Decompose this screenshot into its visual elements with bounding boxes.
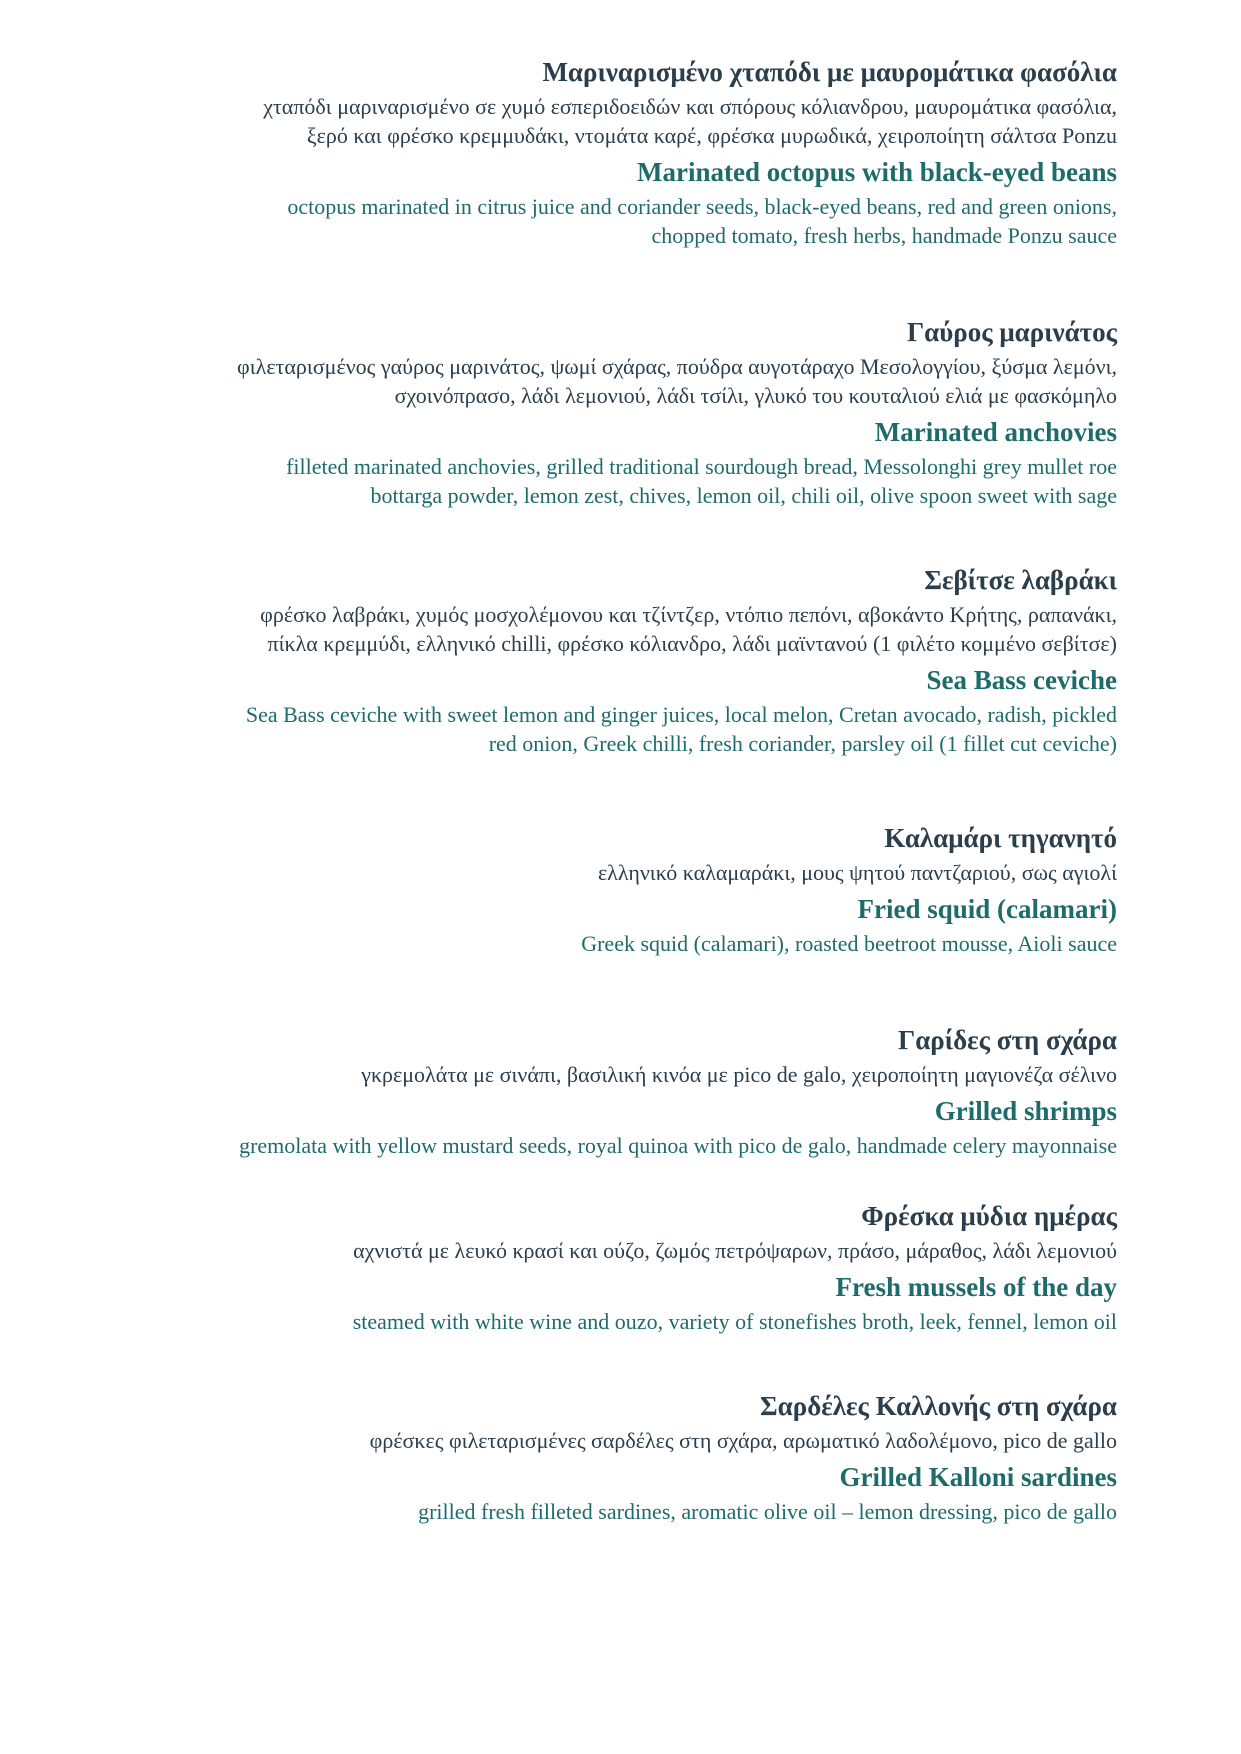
dish-title-english: Grilled Kalloni sardines [839, 1462, 1117, 1492]
description-line: Sea Bass ceviche with sweet lemon and ginger juices, local melon, Cretan avocado, radish, pickled [245, 702, 1117, 727]
description-line: gremolata with yellow mustard seeds, royal quinoa with pico de galo, handmade celery mayonnaise [239, 1133, 1117, 1158]
description-line: αχνιστά με λευκό κρασί και ούζο, ζωμός πετρόψαρων, πράσο, μάραθος, λάδι λεμονιού [353, 1238, 1117, 1263]
dish-title-english: Marinated anchovies [874, 417, 1117, 447]
description-line: Greek squid (calamari), roasted beetroot mousse, Aioli sauce [581, 931, 1117, 956]
dish-description-greek [17, 1426, 1117, 1455]
description-line: γκρεμολάτα με σινάπι, βασιλική κινόα με pico de galo, χειροποίητη μαγιονέζα σέλινο [361, 1062, 1117, 1087]
menu-item-fried-squid [17, 822, 1117, 958]
dish-description-english [17, 192, 1117, 250]
dish-description-english [17, 700, 1117, 758]
description-line: φρέσκο λαβράκι, χυμός μοσχολέμονου και τζίντζερ, ντόπιο πεπόνι, αβοκάντο Κρήτης, ραπανάκι, [260, 602, 1117, 627]
description-line: σχοινόπρασο, λάδι λεμονιού, λάδι τσίλι, γλυκό του κουταλιού ελιά με φασκόμηλο [394, 383, 1117, 408]
description-line: φρέσκες φιλεταρισμένες σαρδέλες στη σχάρα, αρωματικό λαδολέμονο, pico de gallo [369, 1428, 1117, 1453]
description-line: πίκλα κρεμμύδι, ελληνικό chilli, φρέσκο κόλιανδρο, λάδι μαϊντανού (1 φιλέτο κομμένο σεβίτσε) [267, 631, 1117, 656]
dish-title-greek: Καλαμάρι τηγανητό [884, 823, 1117, 853]
description-line: octopus marinated in citrus juice and coriander seeds, black-eyed beans, red and green onions, [287, 194, 1117, 219]
menu-item-fresh-mussels [17, 1200, 1117, 1336]
dish-title-greek: Μαριναρισμένο χταπόδι με μαυρομάτικα φασόλια [542, 57, 1117, 87]
dish-description-greek [17, 1060, 1117, 1089]
dish-description-english [17, 929, 1117, 958]
dish-description-greek [17, 600, 1117, 658]
description-line: steamed with white wine and ouzo, variety of stonefishes broth, leek, fennel, lemon oil [352, 1309, 1117, 1334]
dish-description-english [17, 452, 1117, 510]
description-line: red onion, Greek chilli, fresh coriander, parsley oil (1 fillet cut ceviche) [488, 731, 1117, 756]
dish-title-english: Marinated octopus with black-eyed beans [636, 157, 1117, 187]
dish-title-english: Grilled shrimps [934, 1096, 1117, 1126]
description-line: χταπόδι μαριναρισμένο σε χυμό εσπεριδοειδών και σπόρους κόλιανδρου, μαυρομάτικα φασόλια, [263, 94, 1117, 119]
dish-description-english [17, 1131, 1117, 1160]
description-line: ελληνικό καλαμαράκι, μους ψητού παντζαριού, σως αγιολί [597, 860, 1117, 885]
dish-description-english [17, 1497, 1117, 1526]
dish-description-greek [17, 1236, 1117, 1265]
dish-description-greek [17, 92, 1117, 150]
description-line: grilled fresh filleted sardines, aromatic olive oil – lemon dressing, pico de gallo [418, 1499, 1117, 1524]
description-line: chopped tomato, fresh herbs, handmade Ponzu sauce [651, 223, 1117, 248]
menu-item-anchovies [17, 316, 1117, 510]
dish-title-english: Sea Bass ceviche [926, 665, 1117, 695]
menu-item-grilled-shrimps [17, 1024, 1117, 1160]
dish-title-greek: Γαρίδες στη σχάρα [898, 1025, 1117, 1055]
dish-title-english: Fresh mussels of the day [835, 1272, 1117, 1302]
description-line: filleted marinated anchovies, grilled traditional sourdough bread, Messolonghi grey mullet roe [286, 454, 1117, 479]
dish-description-greek [17, 352, 1117, 410]
dish-title-greek: Σαρδέλες Καλλονής στη σχάρα [760, 1391, 1117, 1421]
description-line: bottarga powder, lemon zest, chives, lemon oil, chili oil, olive spoon sweet with sage [370, 483, 1117, 508]
dish-title-english: Fried squid (calamari) [857, 894, 1117, 924]
description-line: φιλεταρισμένος γαύρος μαρινάτος, ψωμί σχάρας, πούδρα αυγοτάραχο Μεσολογγίου, ξύσμα λεμόνι, [237, 354, 1117, 379]
dish-description-greek [17, 858, 1117, 887]
dish-title-greek: Σεβίτσε λαβράκι [924, 565, 1117, 595]
dish-description-english [17, 1307, 1117, 1336]
dish-title-greek: Φρέσκα μύδια ημέρας [861, 1201, 1117, 1231]
menu-item-grilled-sardines [17, 1390, 1117, 1526]
menu-item-sea-bass-ceviche [17, 564, 1117, 758]
dish-title-greek: Γαύρος μαρινάτος [906, 317, 1117, 347]
menu-item-octopus [17, 56, 1117, 250]
description-line: ξερό και φρέσκο κρεμμυδάκι, ντομάτα καρέ, φρέσκα μυρωδικά, χειροποίητη σάλτσα Ponzu [306, 123, 1117, 148]
